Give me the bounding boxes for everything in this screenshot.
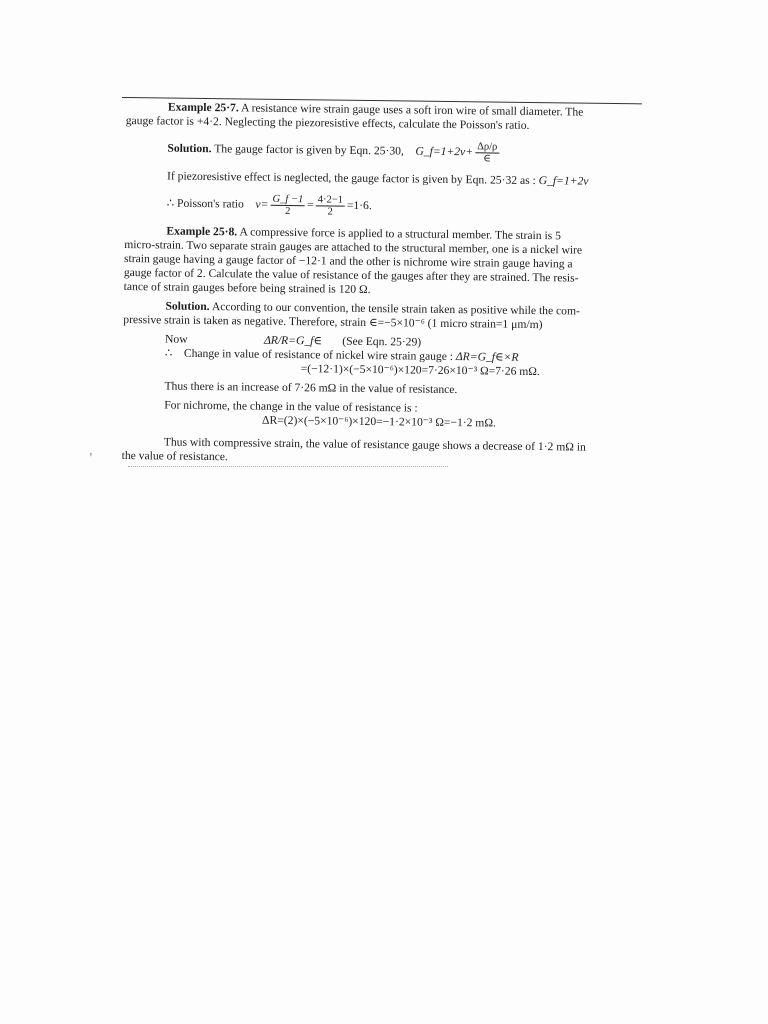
poisson-fraction-2 [316, 194, 345, 217]
gauge-factor-fraction [475, 141, 499, 164]
now-label: Now [165, 332, 188, 346]
example-258-line5: tance of strain gauges before being strained is 120 Ω. [123, 279, 371, 297]
solution-line2: pressive strain is taken as negative. Therefore, strain ∈=−5×10⁻⁶ (1 micro strain=1 μm/m) [123, 312, 543, 332]
equation-reference: (See Eqn. 25·29) [342, 334, 422, 349]
neglect-text: If piezoresistive effect is neglected, the gauge factor is given by Eqn. 25·32 as : [166, 169, 536, 188]
poisson-fraction-1 [270, 194, 305, 217]
example-258-line3: strain gauge having a gauge factor of −12·1 and the other is nichrome wire strain gauge having a [123, 251, 573, 271]
solution-line1: According to our convention, the tensile strain taken as positive while the com- [211, 300, 580, 318]
fraction-numerator: Δρ/ρ [475, 141, 499, 153]
conclusion-line1: Thus with compressive strain, the value of resistance gauge shows a decrease of 1·2 mΩ in [163, 435, 586, 454]
fraction-denominator: 2 [285, 205, 291, 218]
poisson-lhs: ν= [255, 197, 269, 211]
fraction-numerator: G_f −1 [270, 194, 305, 206]
therefore-symbol: ∴ [166, 196, 175, 210]
poisson-label: Poisson's ratio [176, 196, 244, 211]
fraction-denominator: ∈ [483, 153, 492, 165]
bottom-rule [128, 466, 448, 467]
example-257-line1: A resistance wire strain gauge uses a soft iron wire of small diameter. The [240, 101, 584, 119]
solution-label: Solution. [167, 141, 212, 156]
change-text: Change in value of resistance of nickel wire strain gauge : [183, 346, 454, 364]
change-equation-2: =(−12·1)×(−5×10⁻⁶)×120=7·26×10⁻³ Ω=7·26 mΩ. [300, 362, 540, 379]
increase-statement: Thus there is an increase of 7·26 mΩ in the value of resistance. [164, 379, 458, 397]
fraction-numerator: 4·2−1 [316, 194, 345, 206]
change-equation: ΔR=G_f∈×R [455, 350, 519, 364]
example-258-line2: micro-strain. Two separate strain gauges are attached to the structural member, one is a nickel wire [124, 237, 583, 257]
therefore-symbol: ∴ [164, 346, 173, 360]
solution-label: Solution. [165, 299, 210, 314]
margin-mark: ꞌ [90, 452, 92, 463]
example-257-heading: Example 25·7. [167, 100, 239, 115]
conclusion-line2: the value of resistance. [121, 448, 228, 464]
example-257-line2: gauge factor is +4·2. Neglecting the piezoresistive effects, calculate the Poisson's ratio. [125, 113, 530, 132]
poisson-result: =1·6. [346, 198, 372, 213]
neglect-equation: G_f=1+2ν [538, 174, 589, 188]
solution-text: The gauge factor is given by Eqn. 25·30, [214, 142, 404, 158]
equals-sign: = [307, 198, 314, 212]
example-258-line4: gauge factor of 2. Calculate the value of resistance of the gauges after they are strained. The resis- [123, 265, 579, 285]
now-equation: ΔR/R=G_f∈ [263, 333, 323, 348]
gauge-factor-equation: G_f=1+2ν+ [415, 144, 474, 159]
fraction-denominator: 2 [327, 206, 333, 218]
page-content [122, 100, 646, 469]
example-258-line1: A compressive force is applied to a structural member. The strain is 5 [239, 225, 562, 243]
nichrome-equation: ΔR=(2)×(−5×10⁻⁶)×120=−1·2×10⁻³ Ω=−1·2 mΩ. [262, 413, 496, 430]
nichrome-statement: For nichrome, the change in the value of resistance is : [164, 398, 418, 415]
example-258-heading: Example 25·8. [166, 224, 238, 239]
